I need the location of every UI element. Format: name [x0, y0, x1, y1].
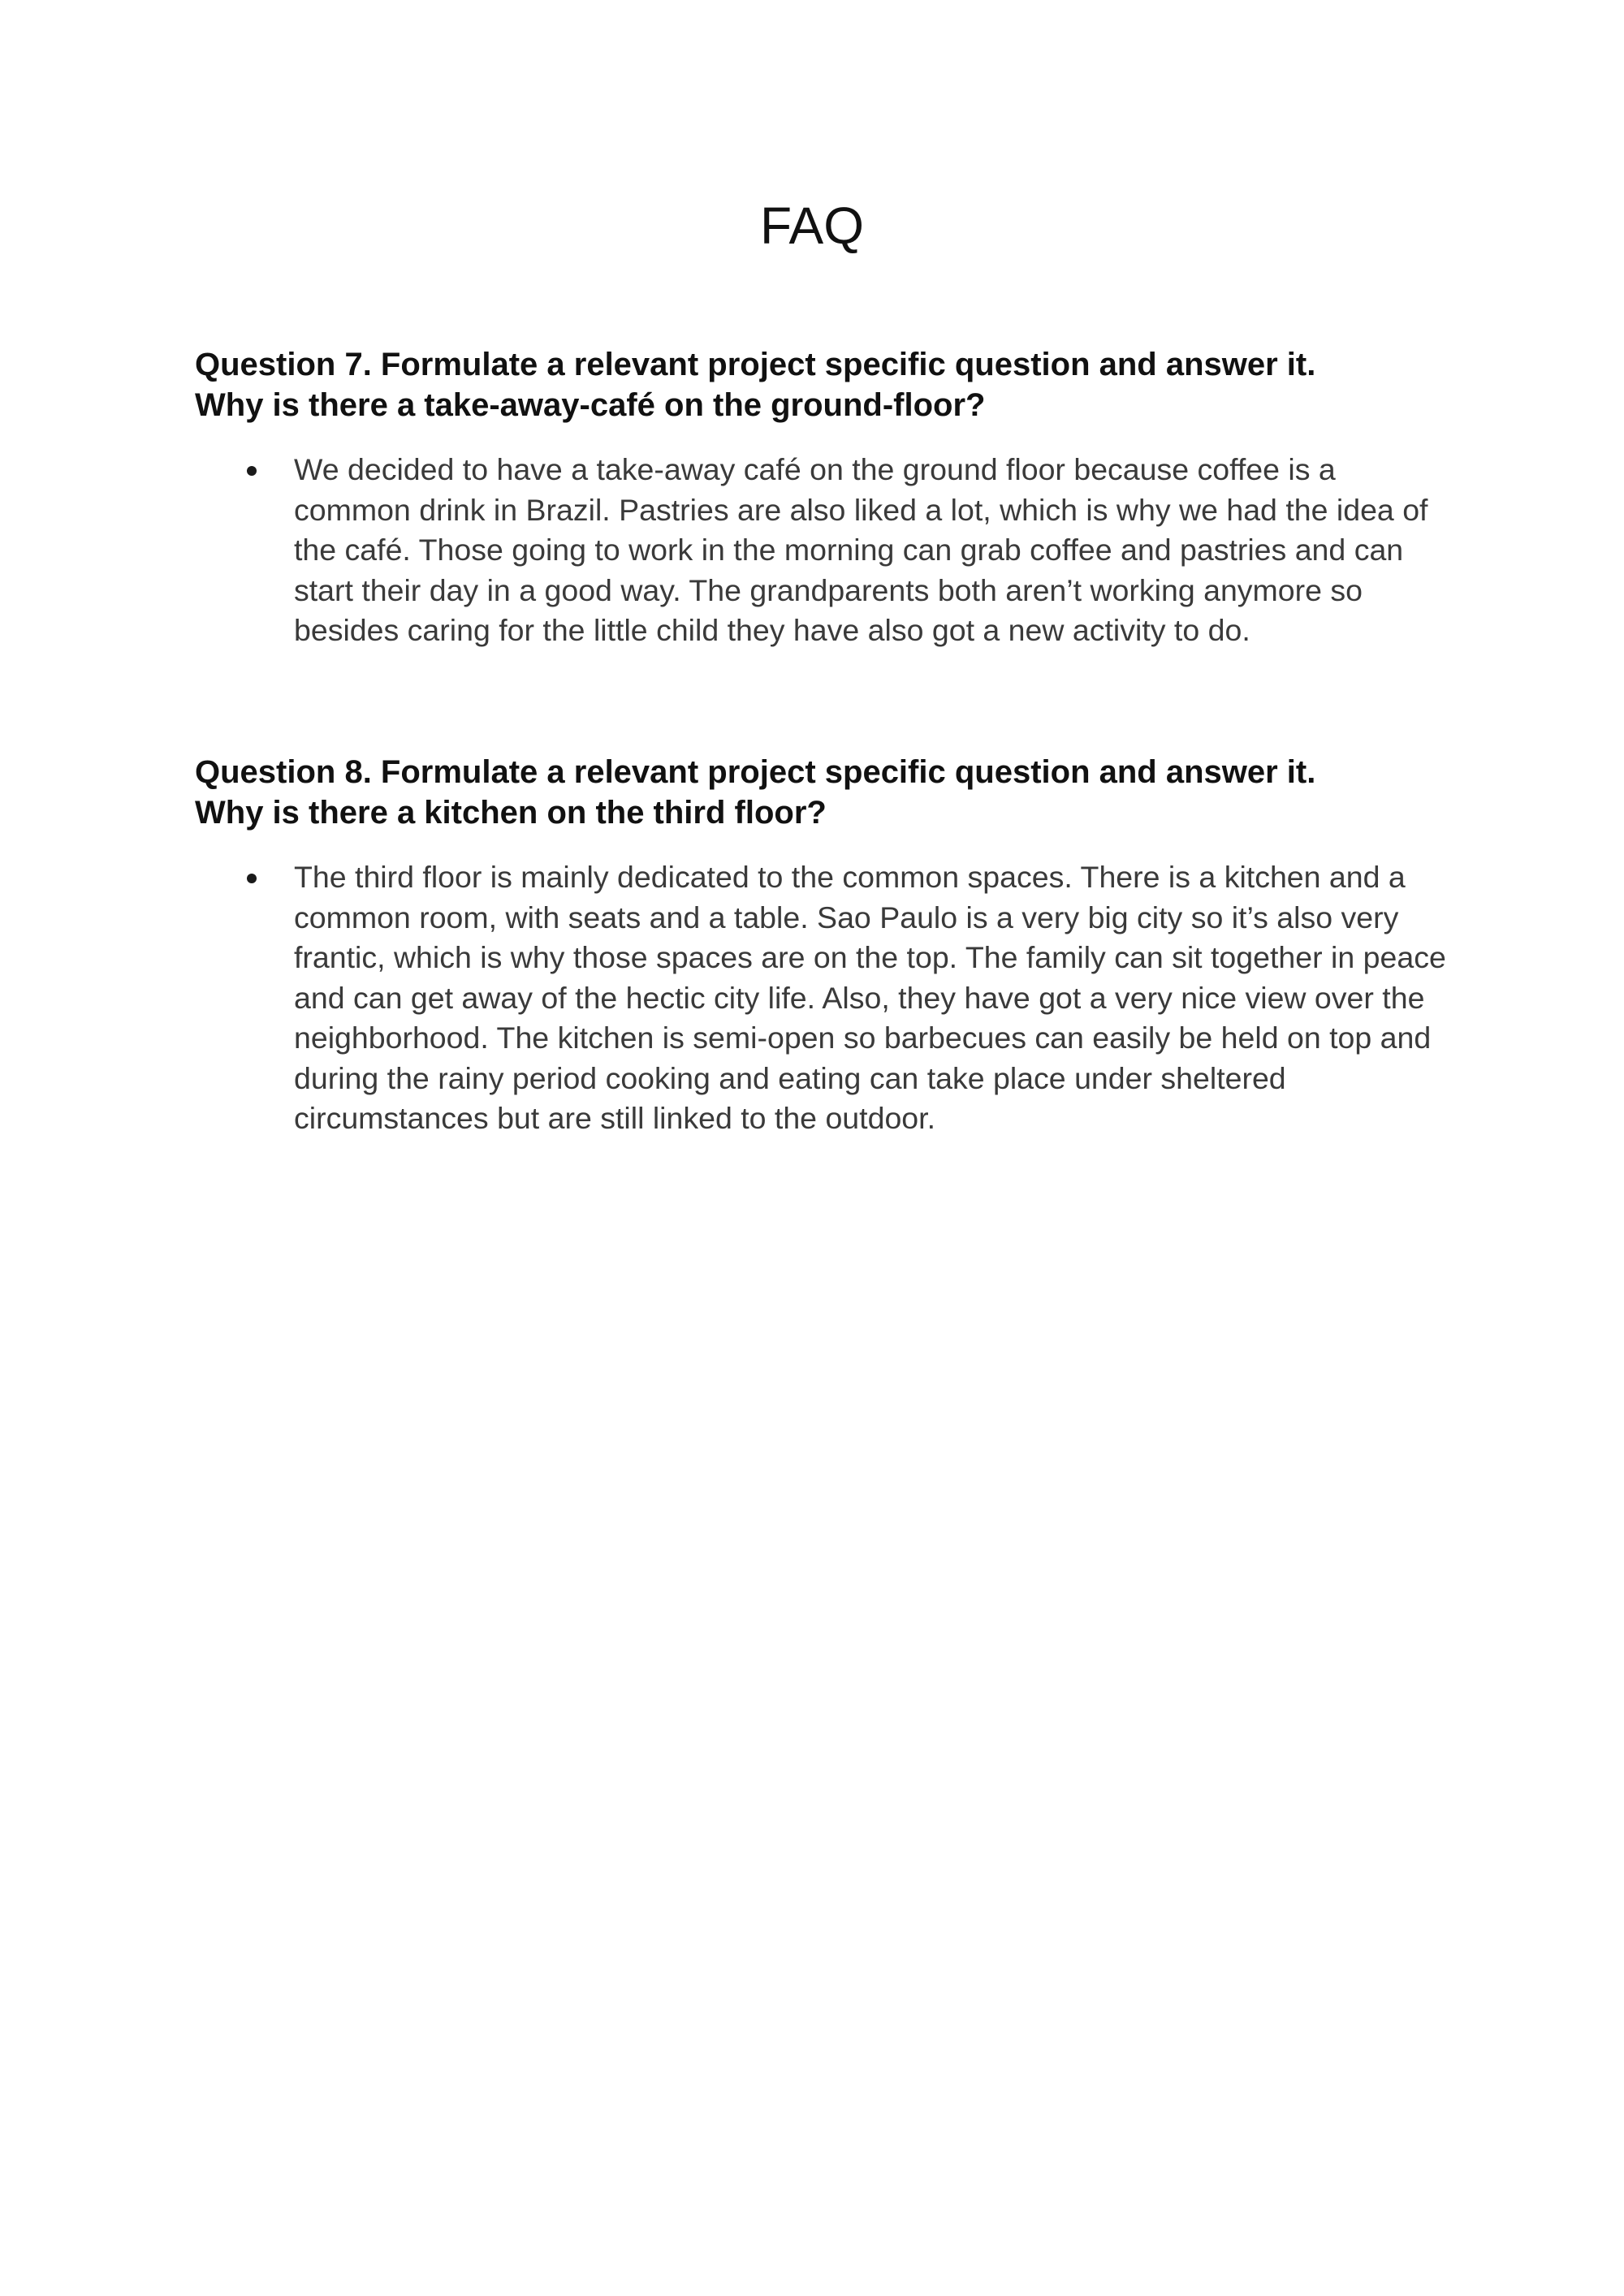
answer-list [195, 857, 1462, 1139]
answer-list [195, 450, 1462, 651]
faq-section-question-8 [195, 752, 1462, 1139]
faq-section-question-7 [195, 344, 1462, 651]
bullet-icon [247, 466, 257, 476]
page-title: FAQ [759, 196, 865, 255]
answer-item [195, 450, 1447, 651]
question-prompt: Question 8. Formulate a relevant project specific question and answer it. [195, 754, 1316, 790]
question-heading: Why is there a take-away-café on the ground-floor? [195, 387, 986, 423]
question-prompt: Question 7. Formulate a relevant project specific question and answer it. [195, 347, 1316, 382]
answer-text: We decided to have a take-away café on the ground floor because coffee is a common drink in Brazil. Pastries are also liked a lot, which is why we had the idea of the café. Those going to work in the morning can grab coffee and pastries and can start their day in a good way. The grandparents both aren’t working anymore so besides caring for the little child they have also got a new activity to do. [294, 452, 1428, 647]
question-heading: Why is there a kitchen on the third floor? [195, 795, 827, 831]
answer-item [195, 857, 1447, 1139]
answer-text: The third floor is mainly dedicated to the common spaces. There is a kitchen and a common room, with seats and a table. Sao Paulo is a very big city so it’s also very frantic, which is why those spaces are on the top. The family can sit together in peace and can get away of the hectic city life. Also, they have got a very nice view over the neighborhood. The kitchen is semi-open so barbecues can easily be held on top and during the rainy period cooking and eating can take place under sheltered circumstances but are still linked to the outdoor. [294, 860, 1446, 1135]
bullet-icon [247, 874, 257, 883]
